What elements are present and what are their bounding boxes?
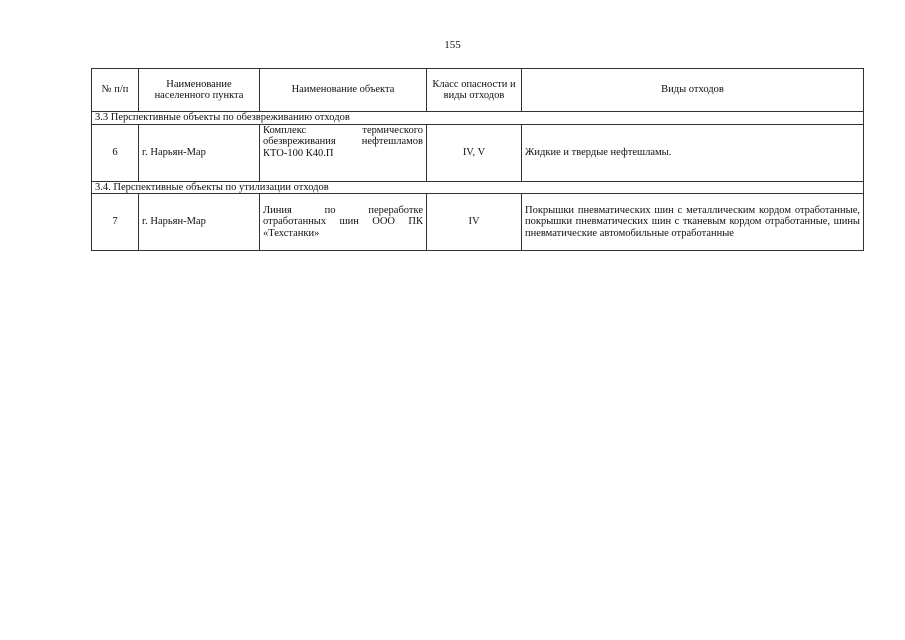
row-waste-types: Жидкие и твердые нефтешламы.: [522, 124, 864, 181]
row-settlement: г. Нарьян-Мар: [139, 194, 260, 251]
section-row: [92, 181, 864, 194]
section-row: [92, 112, 864, 125]
table-row: [92, 194, 864, 251]
section-title: 3.4. Перспективные объекты по утилизации отходов: [92, 181, 864, 194]
row-hazard-class: IV: [427, 194, 522, 251]
header-num: № п/п: [92, 69, 139, 112]
table-header-row: [92, 69, 864, 112]
table-row: [92, 124, 864, 181]
row-object: Линия по переработке отработанных шин ООО ПК «Техстанки»: [260, 194, 427, 251]
header-object: Наименование объекта: [260, 69, 427, 112]
waste-objects-table: [91, 68, 864, 251]
row-settlement: г. Нарьян-Мар: [139, 124, 260, 181]
row-waste-types: Покрышки пневматических шин с металлическим кордом отработанные, покрышки пневматических шин с тканевым кордом отработанные, шины пневматические автомобильные отработанные: [522, 194, 864, 251]
section-title: 3.3 Перспективные объекты по обезвреживанию отходов: [92, 112, 864, 125]
header-settlement: Наименование населенного пункта: [139, 69, 260, 112]
header-hazard-class: Класс опасности и виды отходов: [427, 69, 522, 112]
header-waste-types: Виды отходов: [522, 69, 864, 112]
row-num: 7: [92, 194, 139, 251]
page-number: 155: [444, 39, 461, 51]
row-hazard-class: IV, V: [427, 124, 522, 181]
row-num: 6: [92, 124, 139, 181]
row-object: Комплекс термического обезвреживания нефтешламов КТО-100 К40.П: [260, 124, 427, 181]
